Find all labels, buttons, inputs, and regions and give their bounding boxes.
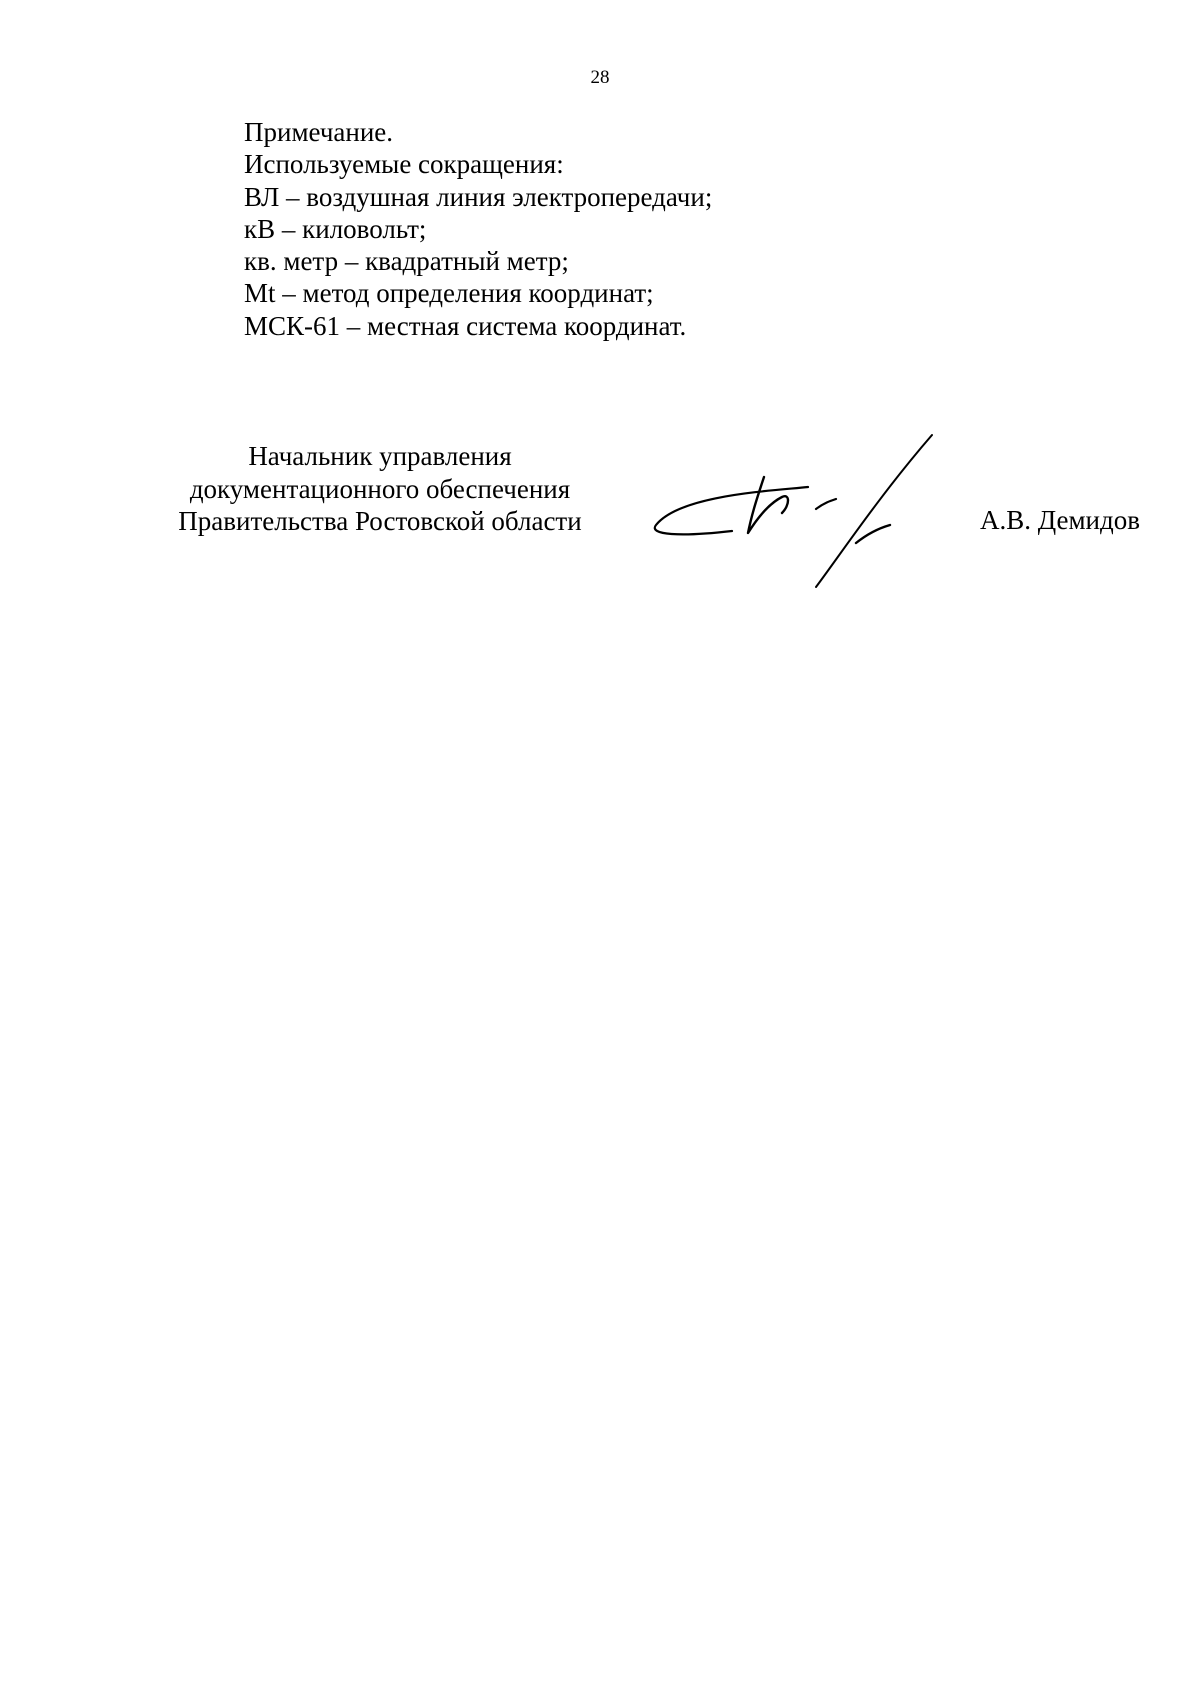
abbreviations-note xyxy=(244,116,1044,342)
signer-position-line: Правительства Ростовской области xyxy=(178,506,582,536)
abbreviation-item: ВЛ – воздушная линия электропередачи; xyxy=(244,181,713,212)
signature-stroke xyxy=(816,435,932,587)
signer-position xyxy=(160,440,600,538)
abbreviations-heading: Используемые сокращения: xyxy=(244,149,564,180)
abbreviation-item: кВ – киловольт; xyxy=(244,213,427,244)
abbreviation-item: МСК-61 – местная система координат. xyxy=(244,310,687,341)
note-heading: Примечание. xyxy=(244,117,394,147)
signature-stroke xyxy=(748,477,788,533)
signer-position-line: Начальник управления xyxy=(248,441,512,471)
signer-position-line: документационного обеспечения xyxy=(189,473,571,504)
handwritten-signature-icon xyxy=(640,425,940,595)
abbreviation-item: Mt – метод определения координат; xyxy=(244,278,654,309)
abbreviation-item: кв. метр – квадратный метр; xyxy=(244,246,569,277)
signer-name: А.В. Демидов xyxy=(979,505,1140,535)
page-number: 28 xyxy=(590,67,610,88)
signature-stroke xyxy=(856,525,890,543)
signature-stroke xyxy=(816,499,836,509)
